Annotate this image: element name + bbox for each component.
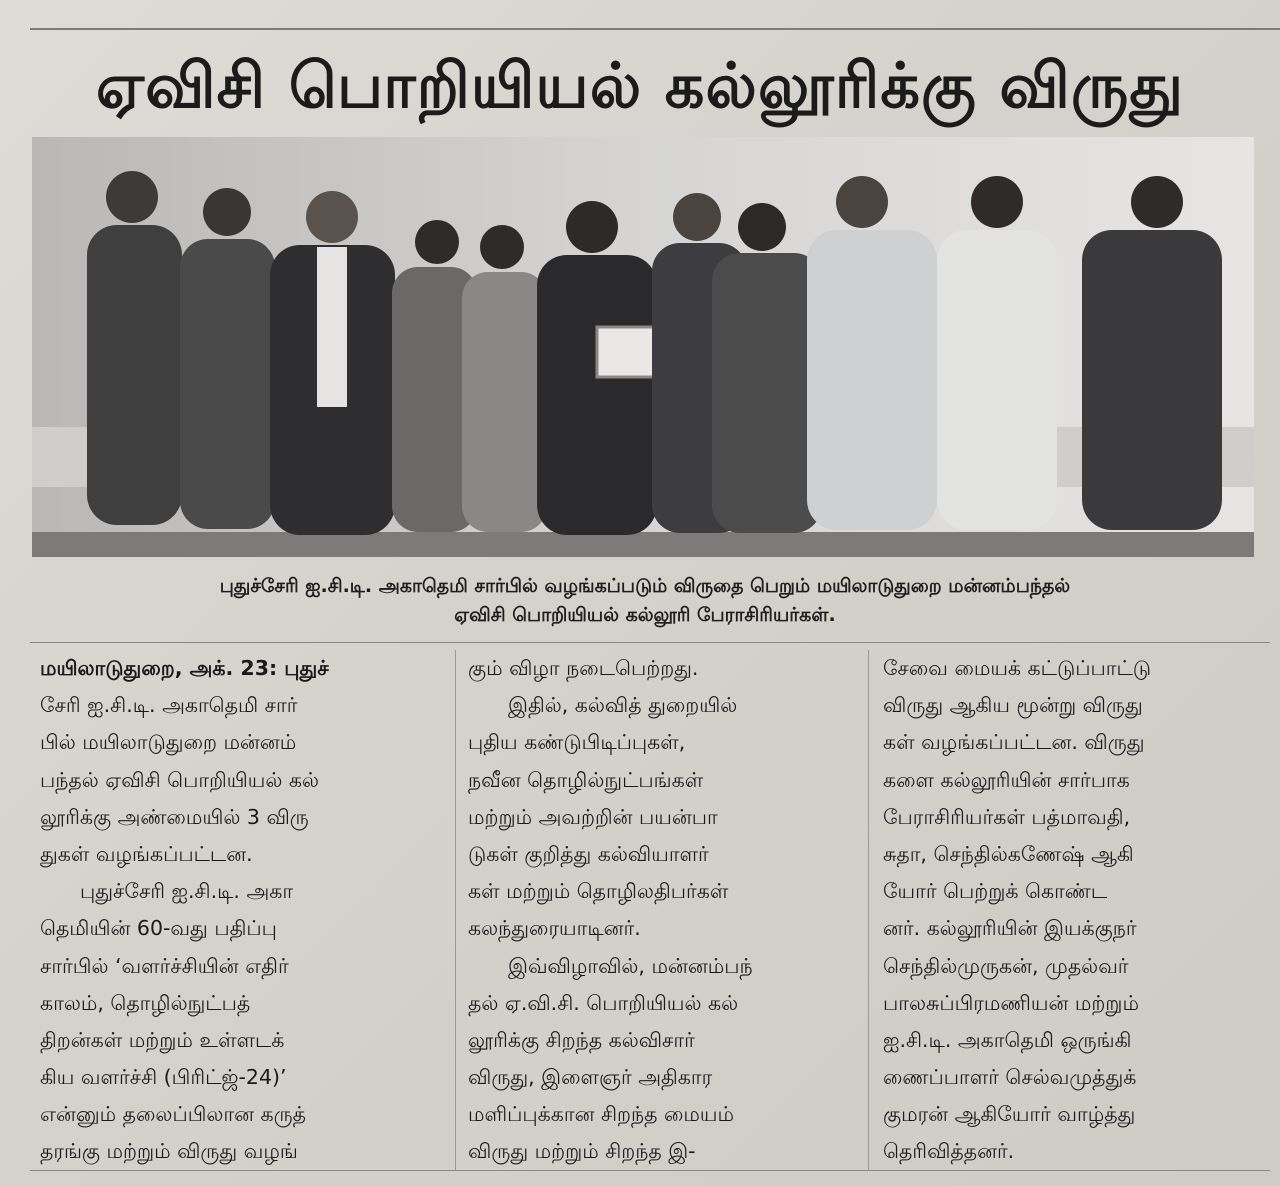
text-line: தல் ஏ.வி.சி. பொறியியல் கல்: [468, 990, 739, 1015]
column-divider: [868, 650, 869, 1170]
text-line: நவீன தொழில்நுட்பங்கள்: [468, 767, 704, 792]
text-line: விருது, இளைஞர் அதிகார: [468, 1065, 713, 1090]
text-line: மளிப்புக்கான சிறந்த மையம்: [468, 1102, 734, 1127]
column-divider: [455, 650, 456, 1170]
text-line: திறன்கள் மற்றும் உள்ளடக்: [40, 1027, 285, 1052]
text-line: சுதா, செந்தில்கணேஷ் ஆகி: [883, 841, 1134, 866]
photo-caption: [40, 572, 1250, 630]
text-line: பேராசிரியர்கள் பத்மாவதி,: [883, 804, 1131, 829]
dateline: மயிலாடுதுறை, அக். 23: புதுச்: [40, 656, 329, 680]
text-line: இதில், கல்வித் துறையில்: [508, 693, 738, 718]
text-line: விருது ஆகிய மூன்று விருது: [883, 693, 1143, 718]
text-line: கிய வளர்ச்சி (பிரிட்ஜ்-24)’: [40, 1065, 287, 1090]
top-rule: [30, 28, 1280, 30]
text-line: ணைப்பாளர் செல்வமுத்துக்: [883, 1065, 1137, 1090]
text-line: கள் மற்றும் தொழிலதிபர்கள்: [468, 879, 729, 904]
text-line: பந்தல் ஏவிசி பொறியியல் கல்: [40, 767, 319, 792]
text-line: கள் வழங்கப்பட்டன. விருது: [883, 730, 1145, 755]
news-photo: [32, 137, 1254, 557]
text-line: சார்பில் ‘வளர்ச்சியின் எதிர்: [40, 953, 289, 978]
headline: ஏவிசி பொறியியல் கல்லூரிக்கு விருது: [95, 49, 1185, 122]
article-column-1: [40, 650, 440, 1171]
text-line: கலந்துரையாடினர்.: [468, 916, 641, 941]
text-line: புதிய கண்டுபிடிப்புகள்,: [468, 730, 686, 755]
text-line: தெமியின் 60-வது பதிப்பு: [40, 916, 277, 941]
article-column-3: [883, 650, 1258, 1171]
text-line: யோர் பெற்றுக் கொண்ட: [883, 879, 1108, 904]
text-line: லூரிக்கு அண்மையில் 3 விரு: [40, 804, 309, 829]
text-line: இவ்விழாவில், மன்னம்பந்: [508, 953, 753, 978]
text-line: கும் விழா நடைபெற்றது.: [468, 656, 699, 680]
caption-rule: [30, 642, 1270, 643]
text-line: ஐ.சி.டி. அகாதெமி ஒருங்கி: [883, 1027, 1132, 1052]
bottom-rule: [30, 1170, 1270, 1171]
text-line: தெரிவித்தனர்.: [883, 1139, 1015, 1164]
caption-line-2: ஏவிசி பொறியியல் கல்லூரி பேராசிரியர்கள்.: [454, 604, 836, 626]
award-ceremony-photo: [32, 137, 1254, 557]
text-line: தரங்கு மற்றும் விருது வழங்: [40, 1139, 298, 1164]
caption-line-1: புதுச்சேரி ஐ.சி.டி. அகாதெமி சார்பில் வழங்கப்படும் விருதை பெறும் மயிலாடுதுறை மன்னம்பந்தல்: [219, 575, 1071, 597]
text-line: களை கல்லூரியின் சார்பாக: [883, 767, 1130, 792]
text-line: பில் மயிலாடுதுறை மன்னம்: [40, 730, 297, 755]
text-line: சேரி ஐ.சி.டி. அகாதெமி சார்: [40, 693, 298, 718]
text-line: புதுச்சேரி ஐ.சி.டி. அகா: [80, 879, 294, 904]
text-line: என்னும் தலைப்பிலான கருத்: [40, 1102, 306, 1127]
text-line: னர். கல்லூரியின் இயக்குநர்: [883, 916, 1137, 941]
text-line: சேவை மையக் கட்டுப்பாட்டு: [883, 656, 1152, 680]
article-column-2: [468, 650, 853, 1171]
text-line: டுகள் குறித்து கல்வியாளர்: [468, 841, 709, 866]
text-line: பாலசுப்பிரமணியன் மற்றும்: [883, 990, 1139, 1015]
text-line: காலம், தொழில்நுட்பத்: [40, 990, 251, 1015]
text-line: மற்றும் அவற்றின் பயன்பா: [468, 804, 718, 829]
text-line: லூரிக்கு சிறந்த கல்விசார்: [468, 1027, 695, 1052]
text-line: துகள் வழங்கப்பட்டன.: [40, 841, 253, 866]
text-line: குமரன் ஆகியோர் வாழ்த்து: [883, 1102, 1136, 1127]
text-line: விருது மற்றும் சிறந்த இ-: [468, 1139, 696, 1164]
text-line: செந்தில்முருகன், முதல்வர்: [883, 953, 1129, 978]
